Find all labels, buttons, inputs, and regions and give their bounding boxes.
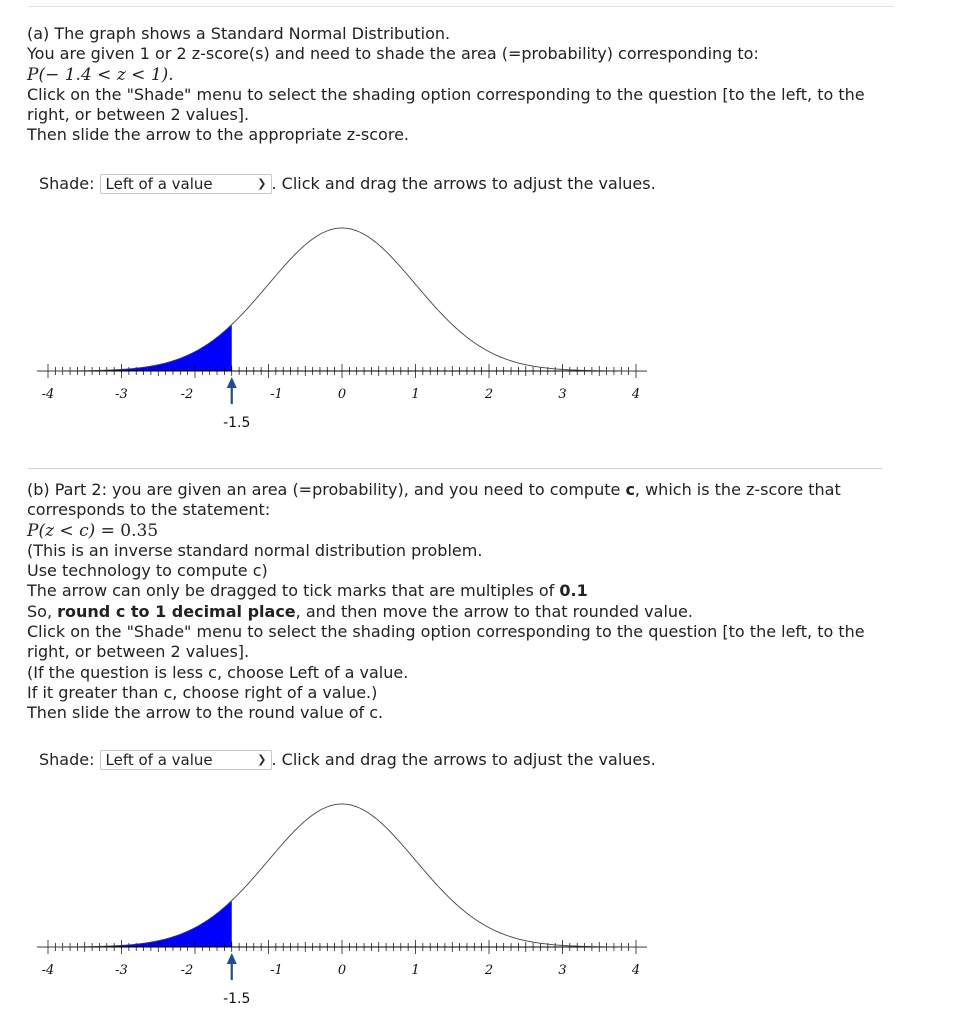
part-b-instruction-4: If it greater than c, choose right of a value.) xyxy=(27,682,378,702)
part-a-shade-select[interactable] xyxy=(100,174,272,194)
math-suffix: ). xyxy=(161,64,174,85)
axis-label: -3 xyxy=(115,387,128,402)
axis-label: 2 xyxy=(484,387,494,402)
part-b-line-3: (This is an inverse standard normal distribution problem. xyxy=(27,540,483,560)
arrow-value-label: -1.5 xyxy=(223,991,251,1007)
normal-curve xyxy=(37,228,647,371)
axis-label: -2 xyxy=(180,387,194,402)
part-b-probability-statement xyxy=(27,521,887,541)
math-suffix: = 0.35 xyxy=(95,520,159,541)
axis-label: 4 xyxy=(631,963,641,978)
axis-label: 3 xyxy=(558,963,567,978)
part-a-instruction-2: right, or between 2 values]. xyxy=(27,105,250,125)
axis-label: -4 xyxy=(41,387,55,402)
part-b-instruction-2: right, or between 2 values]. xyxy=(27,642,250,662)
axis-label: -4 xyxy=(41,963,55,978)
normal-curve xyxy=(37,804,647,947)
shade-hint: . Click and drag the arrows to adjust the values. xyxy=(271,174,656,193)
axis-label: 0 xyxy=(337,387,347,402)
shade-select-value: Left of a value xyxy=(105,751,213,769)
text: , which is the z-score that xyxy=(634,480,841,499)
text: , and then move the arrow to that rounded value. xyxy=(295,601,693,621)
math-body: − 1.4 < z < 1 xyxy=(45,64,162,85)
shade-label: Shade: xyxy=(39,750,95,769)
axis-label: -1 xyxy=(270,387,283,402)
axis-label: -1 xyxy=(270,963,283,978)
tick-marks xyxy=(48,940,636,954)
bold-round: round c to 1 decimal place xyxy=(57,601,296,621)
axis-label: 4 xyxy=(631,387,641,402)
text: (b) Part 2: you are given an area (=probability), and you need to compute xyxy=(27,480,626,499)
part-b-round-note xyxy=(27,602,887,622)
part-b-shade-control xyxy=(39,749,656,771)
top-divider xyxy=(28,6,894,7)
part-b-line-2: corresponds to the statement: xyxy=(27,500,271,520)
math-prefix: P(z < c) xyxy=(27,520,96,541)
part-a-instruction-1: Click on the "Shade" menu to select the shading option corresponding to the question [to the left, to the xyxy=(27,84,865,104)
part-a-question xyxy=(27,24,887,146)
tick-marks xyxy=(48,364,636,378)
part-b-normal-graph xyxy=(30,790,650,1020)
part-b-line-4: Use technology to compute c) xyxy=(27,561,268,581)
part-b-drag-note xyxy=(27,581,887,601)
drag-arrow-icon[interactable] xyxy=(227,377,237,404)
part-a-probability-statement xyxy=(27,65,887,85)
part-b-shade-select[interactable] xyxy=(100,750,272,770)
axis-label: -3 xyxy=(115,963,128,978)
part-a-instruction-3: Then slide the arrow to the appropriate z-score. xyxy=(27,125,409,145)
drag-arrow-icon[interactable] xyxy=(227,953,237,980)
bold-c: c xyxy=(625,480,635,499)
axis-label: -2 xyxy=(180,963,194,978)
part-a-line-2: You are given 1 or 2 z-score(s) and need to shade the area (=probability) corresponding to: xyxy=(27,44,759,64)
section-divider xyxy=(28,468,882,469)
text: The arrow can only be dragged to tick marks that are multiples of xyxy=(27,581,560,601)
part-a-line-1: (a) The graph shows a Standard Normal Distribution. xyxy=(27,24,451,43)
math-prefix: P( xyxy=(27,64,46,85)
chevron-down-icon: ❯ xyxy=(257,753,267,766)
axis-label: 0 xyxy=(337,963,347,978)
shaded-area xyxy=(48,325,232,371)
part-b-instruction-1: Click on the "Shade" menu to select the shading option corresponding to the question [to the left, to the xyxy=(27,622,865,642)
shade-select-value: Left of a value xyxy=(105,175,213,193)
normal-curve-svg xyxy=(30,214,650,444)
text: So, xyxy=(27,601,58,621)
shade-label: Shade: xyxy=(39,174,95,193)
shaded-area xyxy=(48,901,232,947)
part-b-question xyxy=(27,480,887,724)
part-a-normal-graph xyxy=(30,214,650,444)
axis-label: 2 xyxy=(484,963,494,978)
part-b-instruction-5: Then slide the arrow to the round value of c. xyxy=(27,703,384,723)
shade-hint: . Click and drag the arrows to adjust the values. xyxy=(271,750,656,769)
part-b-line-1 xyxy=(27,480,887,500)
normal-curve-svg xyxy=(30,790,650,1020)
chevron-down-icon: ❯ xyxy=(257,177,267,190)
part-b-instruction-3: (If the question is less c, choose Left of a value. xyxy=(27,662,409,682)
axis-label: 1 xyxy=(411,387,420,402)
part-a-shade-control xyxy=(39,173,656,195)
axis-label: 1 xyxy=(411,963,420,978)
bold-step: 0.1 xyxy=(559,581,588,601)
arrow-value-label: -1.5 xyxy=(223,415,251,431)
axis-label: 3 xyxy=(558,387,567,402)
